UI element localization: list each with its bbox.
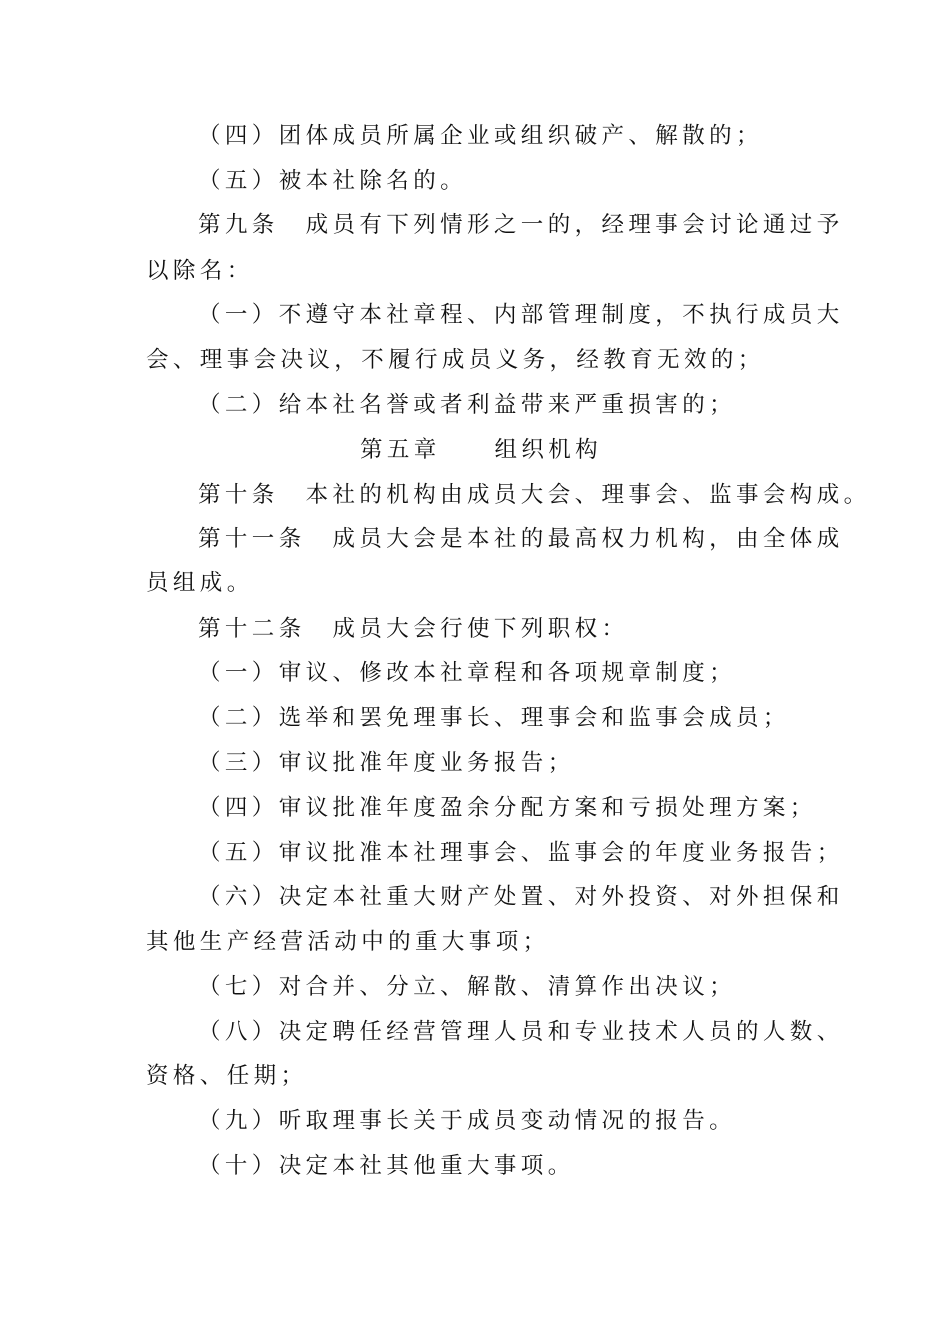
text-line: （一）不遵守本社章程、内部管理制度，不执行成员大 <box>198 302 844 328</box>
text-line: （二）给本社名誉或者利益带来严重损害的； <box>198 392 737 418</box>
text-line: （四）团体成员所属企业或组织破产、解散的； <box>198 123 763 149</box>
list-item: （二）选举和罢免理事长、理事会和监事会成员； <box>198 705 790 731</box>
text-line: （五）被本社除名的。 <box>198 168 468 194</box>
list-item: （九）听取理事长关于成员变动情况的报告。 <box>198 1108 737 1134</box>
article-9-heading: 第九条 成员有下列情形之一的，经理事会讨论通过予 <box>198 212 844 238</box>
list-item: （七）对合并、分立、解散、清算作出决议； <box>198 974 737 1000</box>
list-item: （五）审议批准本社理事会、监事会的年度业务报告； <box>198 840 844 866</box>
text-line: 以除名： <box>146 258 254 284</box>
chapter-heading: 第五章 组织机构 <box>359 437 603 463</box>
text-line: 其他生产经营活动中的重大事项； <box>146 929 550 955</box>
list-item: （四）审议批准年度盈余分配方案和亏损处理方案； <box>198 795 817 821</box>
article-12-heading: 第十二条 成员大会行使下列职权： <box>198 616 629 642</box>
list-item: （八）决定聘任经营管理人员和专业技术人员的人数、 <box>198 1019 844 1045</box>
text-line: 资格、任期； <box>146 1063 308 1089</box>
list-item: （三）审议批准年度业务报告； <box>198 750 575 776</box>
article-11-heading: 第十一条 成员大会是本社的最高权力机构，由全体成 <box>198 526 844 552</box>
article-10-heading: 第十条 本社的机构由成员大会、理事会、监事会构成。 <box>198 482 871 508</box>
list-item: （一）审议、修改本社章程和各项规章制度； <box>198 660 737 686</box>
list-item: （十）决定本社其他重大事项。 <box>198 1153 575 1179</box>
text-line: 会、理事会决议，不履行成员义务，经教育无效的； <box>146 347 765 373</box>
text-line: 员组成。 <box>146 570 254 596</box>
list-item: （六）决定本社重大财产处置、对外投资、对外担保和 <box>198 884 844 910</box>
